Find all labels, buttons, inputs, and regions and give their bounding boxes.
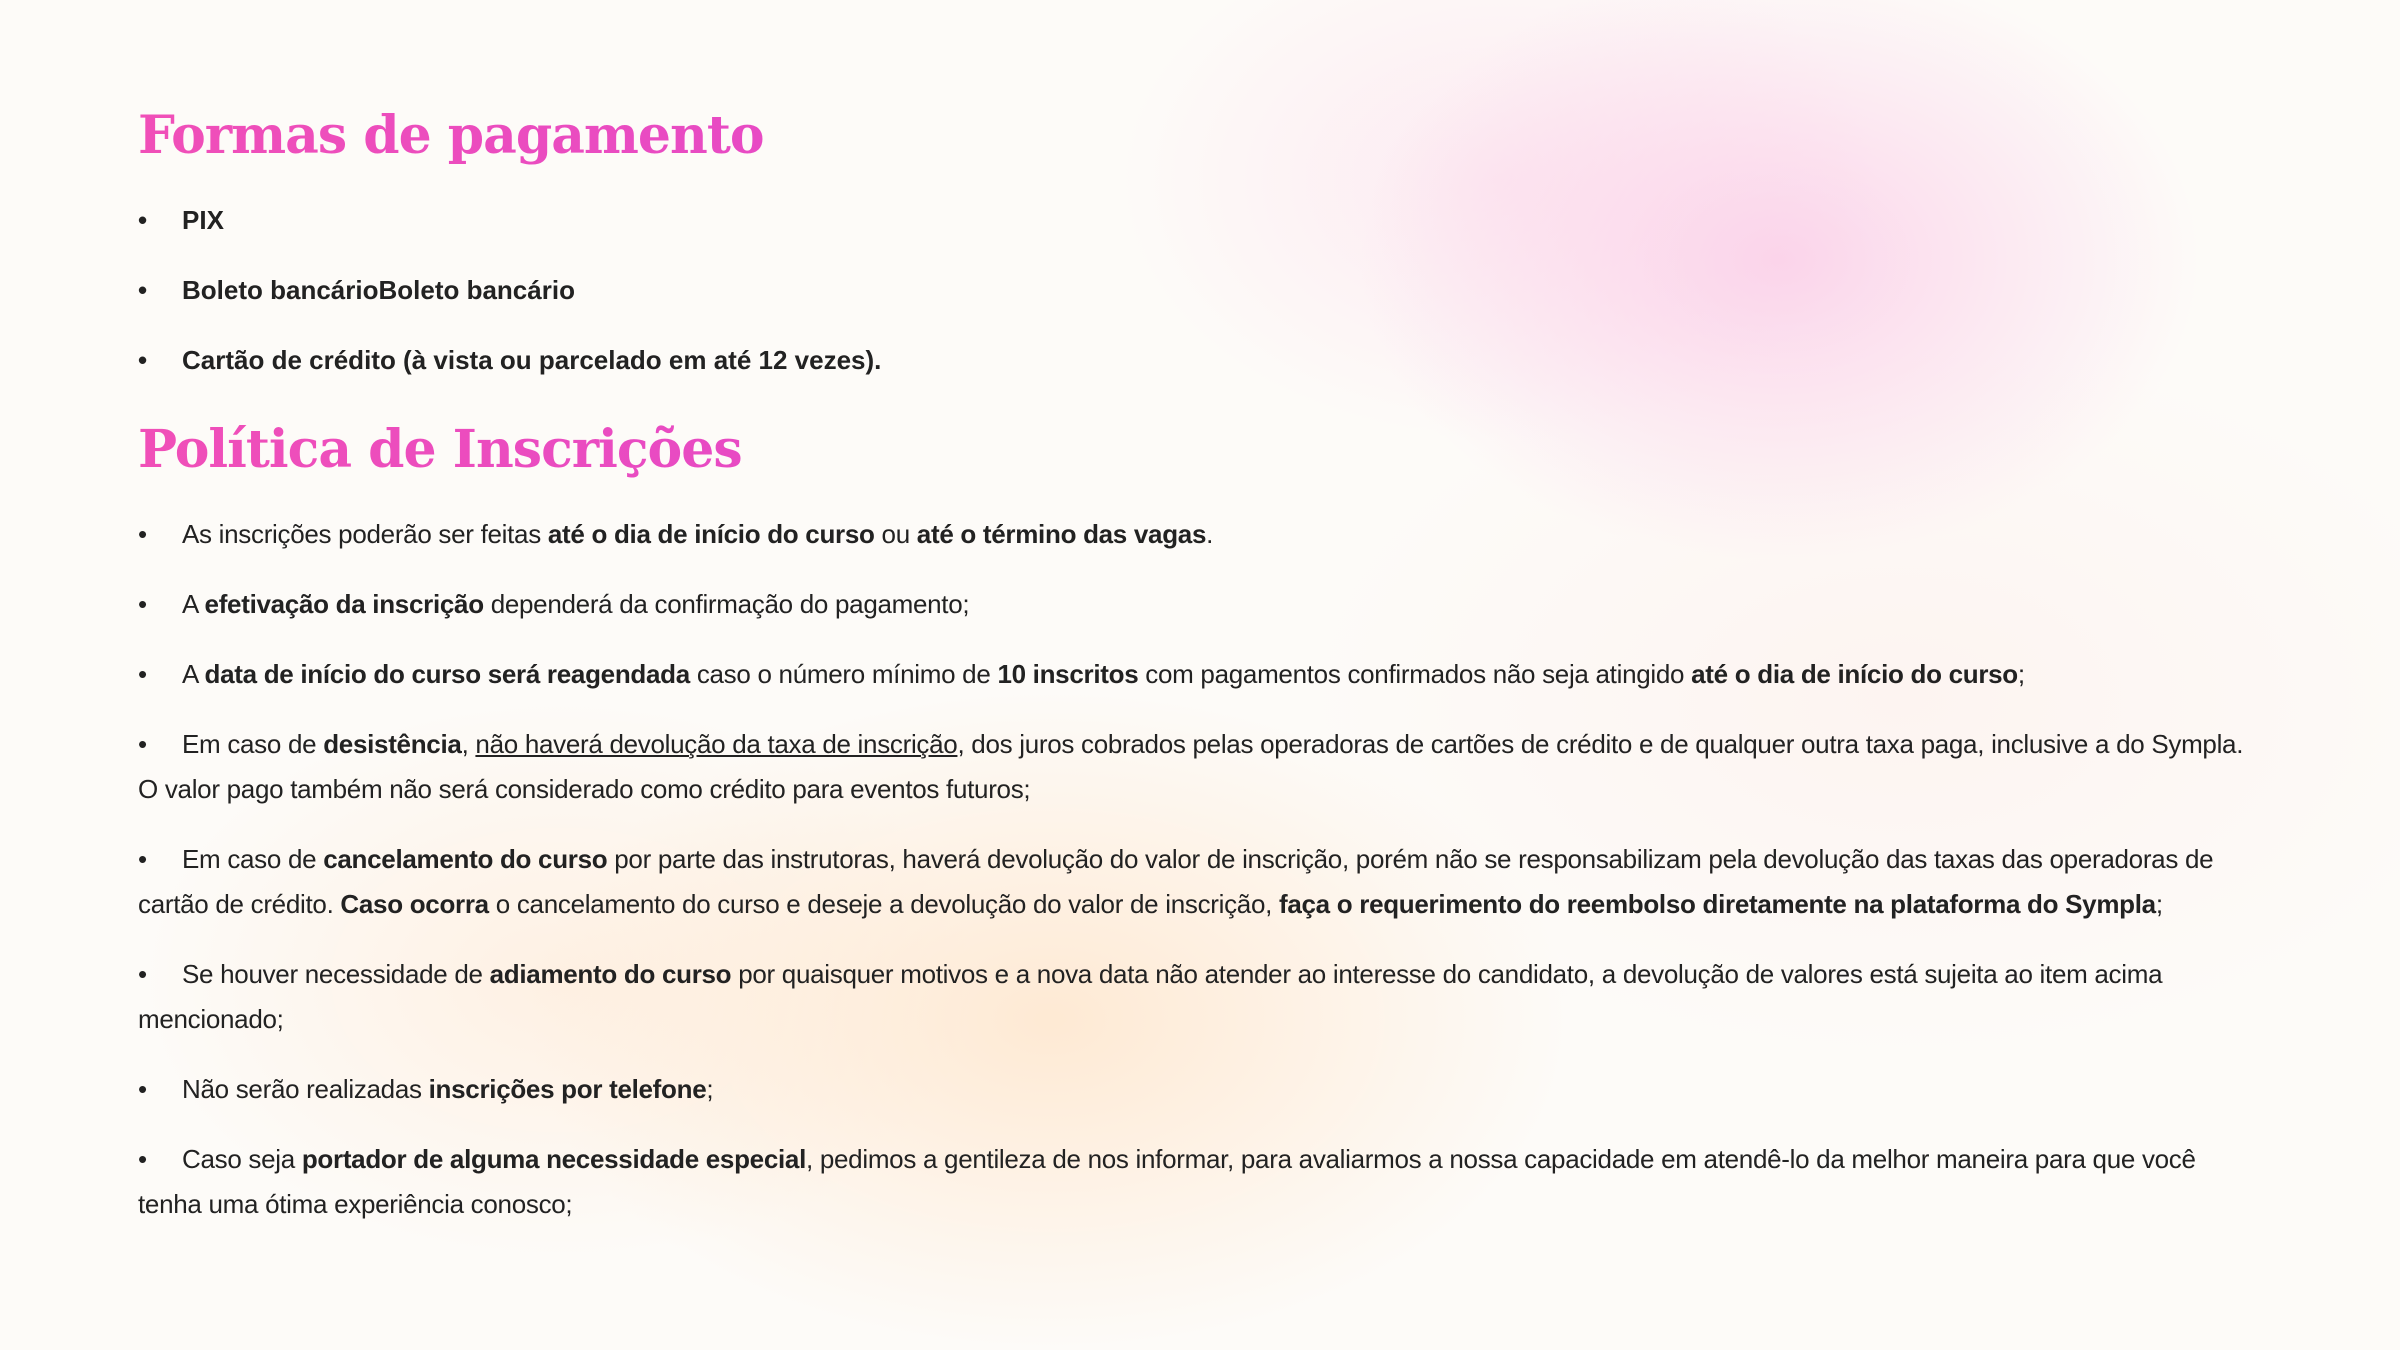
- policy-text: o cancelamento do curso e deseje a devolução do valor de inscrição,: [488, 889, 1279, 919]
- policy-emphasis: até o dia de início do curso: [1691, 659, 2018, 689]
- bullet-icon: •: [138, 345, 148, 375]
- main-content: [138, 96, 2248, 1252]
- policy-text: .: [1206, 519, 1214, 549]
- policy-emphasis: adiamento do curso: [489, 959, 732, 989]
- policy-emphasis: data de início do curso será reagendada: [204, 659, 690, 689]
- policy-emphasis: Caso ocorra: [340, 889, 489, 919]
- policy-emphasis: faça o requerimento do reembolso diretamente na plataforma do Sympla: [1278, 889, 2156, 919]
- policy-emphasis: cancelamento do curso: [323, 844, 608, 874]
- bullet-icon: •: [138, 1074, 147, 1104]
- bullet-icon: •: [138, 729, 147, 759]
- policy-text: A: [182, 659, 205, 689]
- policy-list: [138, 512, 2248, 1227]
- policy-text: A: [182, 589, 205, 619]
- policy-text: ;: [2155, 889, 2163, 919]
- policy-emphasis: até o dia de início do curso: [547, 519, 875, 549]
- policy-item: [138, 1137, 2248, 1227]
- policy-text: Caso seja: [182, 1144, 302, 1174]
- bullet-icon: •: [138, 959, 147, 989]
- policy-text: As inscrições poderão ser feitas: [182, 519, 548, 549]
- bullet-icon: •: [138, 275, 148, 305]
- policy-text: dependerá da confirmação do pagamento;: [483, 589, 970, 619]
- policy-section: [138, 410, 2248, 1227]
- payment-item-label: PIX: [182, 205, 224, 235]
- policy-text: por quaisquer motivos e a nova data não atender ao interesse do candidato, a devolução de valores está sujeita ao item acima mencionado;: [138, 959, 2163, 1034]
- bullet-icon: •: [138, 659, 147, 689]
- bullet-icon: •: [138, 519, 147, 549]
- payment-section: [138, 96, 2248, 380]
- policy-item: [138, 582, 2248, 627]
- policy-item: [138, 1067, 2248, 1112]
- payment-list: [138, 200, 2248, 380]
- policy-text: ,: [461, 729, 476, 759]
- policy-text: com pagamentos confirmados não seja atingido: [1138, 659, 1692, 689]
- bullet-icon: •: [138, 844, 147, 874]
- policy-underlined-text: não haverá devolução da taxa de inscrição: [475, 729, 958, 759]
- bullet-icon: •: [138, 205, 148, 235]
- policy-item: [138, 837, 2248, 927]
- payment-item-label: Cartão de crédito (à vista ou parcelado em até 12 vezes).: [182, 345, 882, 375]
- payment-item-pix: [138, 200, 2248, 240]
- policy-emphasis: portador de alguma necessidade especial: [301, 1144, 807, 1174]
- policy-text: caso o número mínimo de: [689, 659, 998, 689]
- bullet-icon: •: [138, 1144, 147, 1174]
- policy-text: Em caso de: [182, 729, 324, 759]
- payment-title: Formas de pagamento: [138, 96, 2248, 176]
- policy-item: [138, 722, 2248, 812]
- policy-text: , dos juros cobrados pelas operadoras de cartões de crédito e de qualquer outra taxa paga, inclusive a do Sympla. O valor pago também não será considerado como crédito para eventos futuros;: [138, 729, 2244, 804]
- policy-text: por parte das instrutoras, haverá devolução do valor de inscrição, porém não se responsabilizam pela devolução das taxas das operadoras de cartão de crédito.: [138, 844, 2214, 919]
- policy-item: [138, 952, 2248, 1042]
- policy-emphasis: 10 inscritos: [997, 659, 1139, 689]
- policy-text: , pedimos a gentileza de nos informar, para avaliarmos a nossa capacidade em atendê-lo da melhor maneira para que você tenha uma ótima experiência conosco;: [138, 1144, 2196, 1219]
- policy-emphasis: desistência: [323, 729, 462, 759]
- policy-item: [138, 512, 2248, 557]
- payment-item-credit-card: [138, 340, 2248, 380]
- policy-text: ;: [2017, 659, 2025, 689]
- payment-item-boleto: [138, 270, 2248, 310]
- payment-item-label: Boleto bancárioBoleto bancário: [182, 275, 575, 305]
- policy-title: Política de Inscrições: [138, 410, 2248, 490]
- policy-emphasis: até o término das vagas: [916, 519, 1207, 549]
- policy-emphasis: efetivação da inscrição: [204, 589, 484, 619]
- policy-text: ;: [706, 1074, 714, 1104]
- policy-text: Se houver necessidade de: [182, 959, 490, 989]
- policy-text: Não serão realizadas: [182, 1074, 429, 1104]
- policy-emphasis: inscrições por telefone: [428, 1074, 707, 1104]
- bullet-icon: •: [138, 589, 147, 619]
- policy-text: Em caso de: [182, 844, 324, 874]
- policy-item: [138, 652, 2248, 697]
- policy-text: ou: [874, 519, 917, 549]
